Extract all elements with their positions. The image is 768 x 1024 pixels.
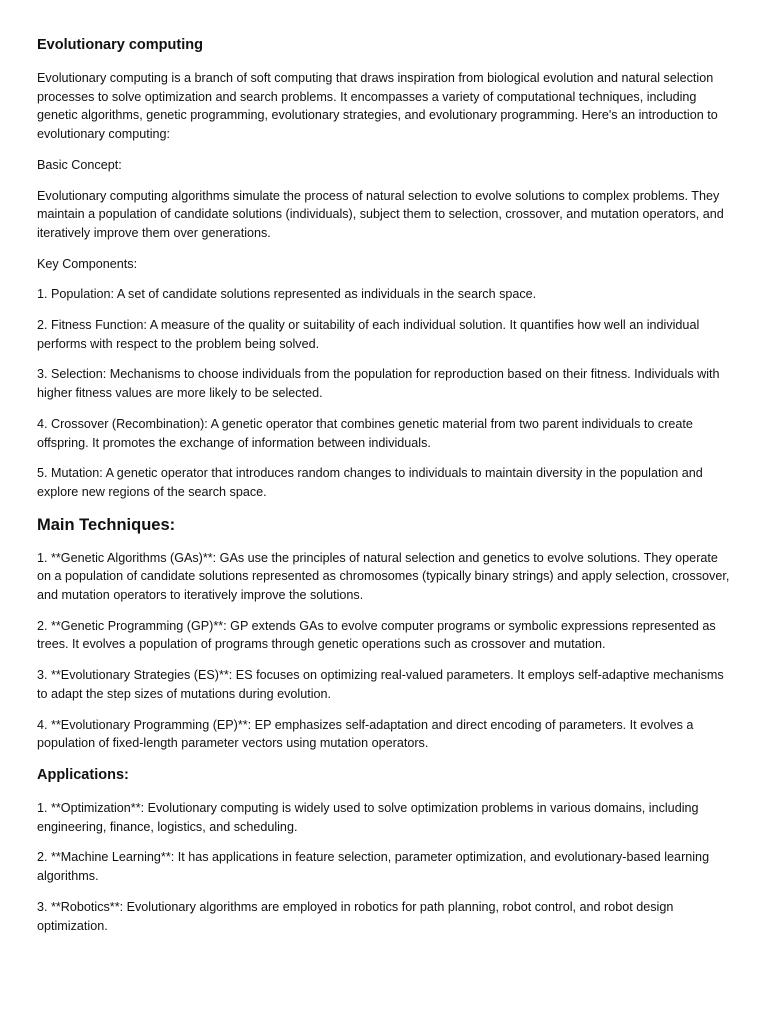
application-item: 2. **Machine Learning**: It has applications in feature selection, parameter optimization, and evolutionary-based learning algorithms. xyxy=(37,850,710,884)
document-title: Evolutionary computing xyxy=(37,37,203,53)
document-page xyxy=(37,36,733,947)
technique-item: 1. **Genetic Algorithms (GAs)**: GAs use the principles of natural selection and genetics to evolve solutions. They operate on a population of candidate solutions represented as chromosomes (typically binary strings) and apply selection, crossover, and mutation operators to iteratively improve the solutions. xyxy=(37,550,730,603)
technique-item: 4. **Evolutionary Programming (EP)**: EP emphasizes self-adaptation and direct encoding of parameters. It evolves a population of fixed-length parameter vectors using mutation operators. xyxy=(37,717,694,751)
application-item: 3. **Robotics**: Evolutionary algorithms are employed in robotics for path planning, robot control, and robot design optimization. xyxy=(37,899,674,933)
applications-heading: Applications: xyxy=(37,766,129,783)
application-item: 1. **Optimization**: Evolutionary computing is widely used to solve optimization problems in various domains, including engineering, finance, logistics, and scheduling. xyxy=(37,800,699,834)
main-techniques-heading: Main Techniques: xyxy=(37,515,176,534)
key-component-item: 1. Population: A set of candidate solutions represented as individuals in the search space. xyxy=(37,287,537,302)
key-component-item: 5. Mutation: A genetic operator that introduces random changes to individuals to maintain diversity in the population and explore new regions of the search space. xyxy=(37,466,703,499)
intro-paragraph: Evolutionary computing is a branch of soft computing that draws inspiration from biological evolution and natural selection processes to solve optimization and search problems. It encompasses a variety of computational techniques, including genetic algorithms, genetic programming, evolutionary strategies, and evolutionary programming. Here's an introduction to evolutionary computing: xyxy=(37,71,718,142)
key-components-label: Key Components: xyxy=(37,256,138,271)
basic-concept-label: Basic Concept: xyxy=(37,157,122,172)
key-component-item: 3. Selection: Mechanisms to choose individuals from the population for reproduction based on their fitness. Individuals with higher fitness values are more likely to be selected. xyxy=(37,367,720,401)
basic-concept-text: Evolutionary computing algorithms simulate the process of natural selection to evolve solutions to complex problems. They maintain a population of candidate solutions (individuals), subject them to selection, crossover, and mutation operators, and iteratively improve them over generations. xyxy=(37,188,724,240)
key-component-item: 2. Fitness Function: A measure of the quality or suitability of each individual solution. It quantifies how well an individual performs with respect to the problem being solved. xyxy=(37,318,700,351)
technique-item: 2. **Genetic Programming (GP)**: GP extends GAs to evolve computer programs or symbolic expressions represented as trees. It evolves a population of programs through genetic operations such as crossover and mutation. xyxy=(37,618,716,652)
key-component-item: 4. Crossover (Recombination): A genetic operator that combines genetic material from two parent individuals to create offspring. It promotes the exchange of information between individuals. xyxy=(37,416,693,450)
technique-item: 3. **Evolutionary Strategies (ES)**: ES focuses on optimizing real-valued parameters. It employs self-adaptive mechanisms to adapt the step sizes of mutations during evolution. xyxy=(37,668,724,701)
